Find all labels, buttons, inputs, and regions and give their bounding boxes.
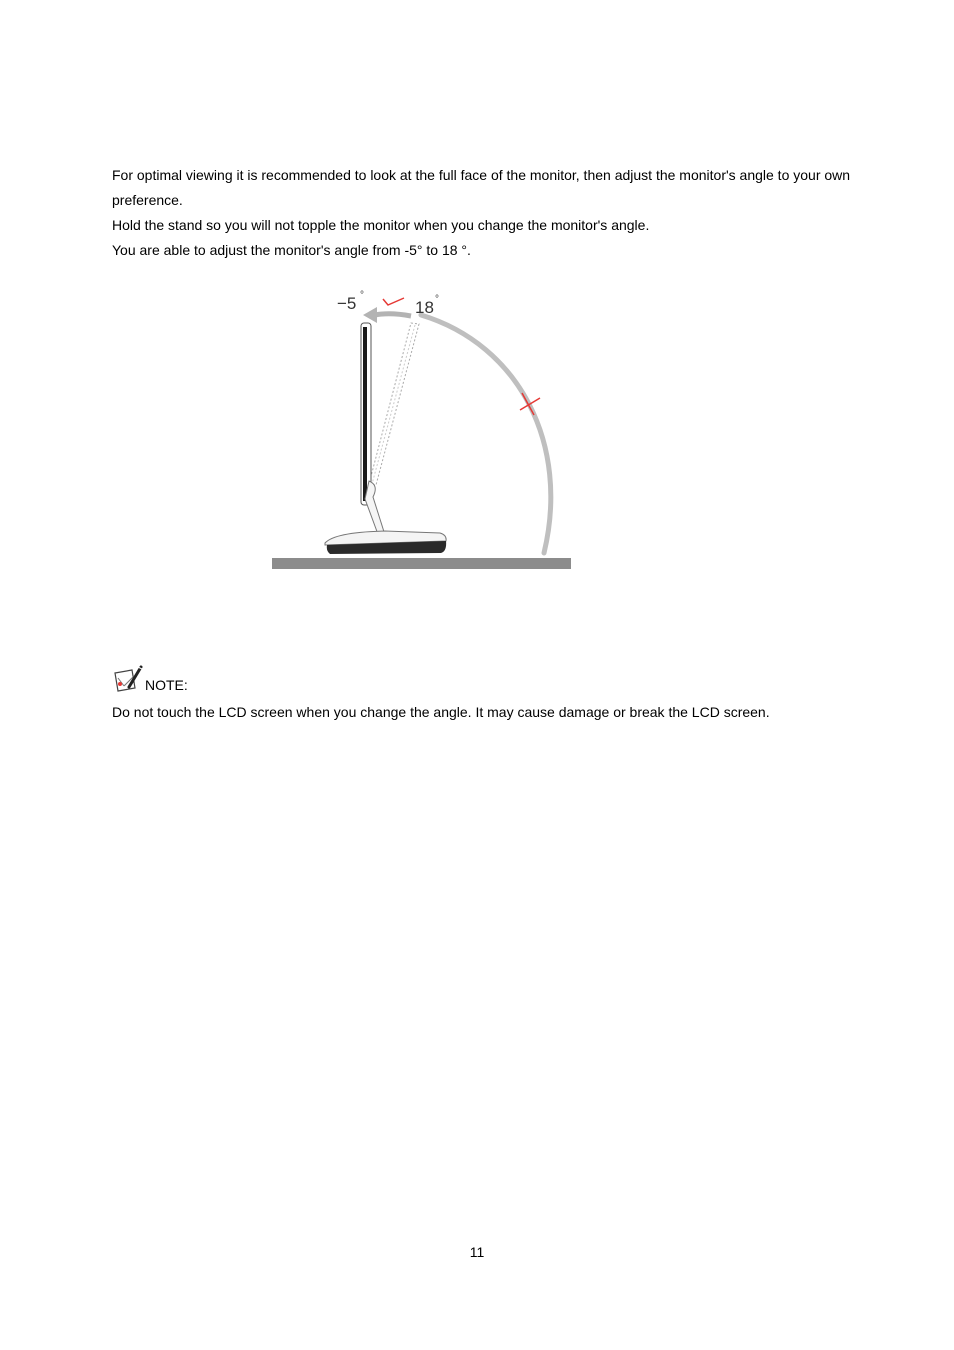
angle-label-max-degree: ° (435, 294, 439, 305)
limit-cross-mark-a (522, 393, 534, 415)
page-number: 11 (469, 1244, 485, 1260)
monitor-bezel (363, 327, 367, 501)
tilt-arrow-head (363, 307, 377, 323)
note-pencil-icon (112, 664, 144, 694)
note-text: Do not touch the LCD screen when you change the angle. It may cause damage or break the LCD screen. (112, 704, 770, 720)
angle-label-minus: −5 (337, 294, 357, 313)
angle-label-max: 18 (415, 298, 434, 317)
tilt-diagram-svg (265, 285, 585, 580)
tilt-range-arc (421, 315, 551, 553)
note-heading (112, 664, 188, 694)
intro-paragraph-hold-stand: Hold the stand so you will not topple the monitor when you change the monitor's angle. (112, 217, 650, 233)
note-label: NOTE: (145, 677, 188, 693)
intro-paragraph-angle-range: You are able to adjust the monitor's angle from -5° to 18 °. (112, 242, 471, 258)
allowed-check-mark (383, 298, 404, 305)
angle-label-minus-degree: ° (360, 290, 364, 301)
tilt-arrow-shaft (375, 314, 411, 316)
tilt-angle-illustration (265, 285, 585, 580)
monitor-stand-neck (365, 481, 385, 537)
intro-paragraph-viewing: For optimal viewing it is recommended to look at the full face of the monitor, then adjust the monitor's angle to your own preference. (112, 167, 851, 208)
intro-text (112, 163, 852, 263)
tilted-monitor-inner-line (372, 325, 415, 484)
desk-surface (272, 558, 571, 569)
